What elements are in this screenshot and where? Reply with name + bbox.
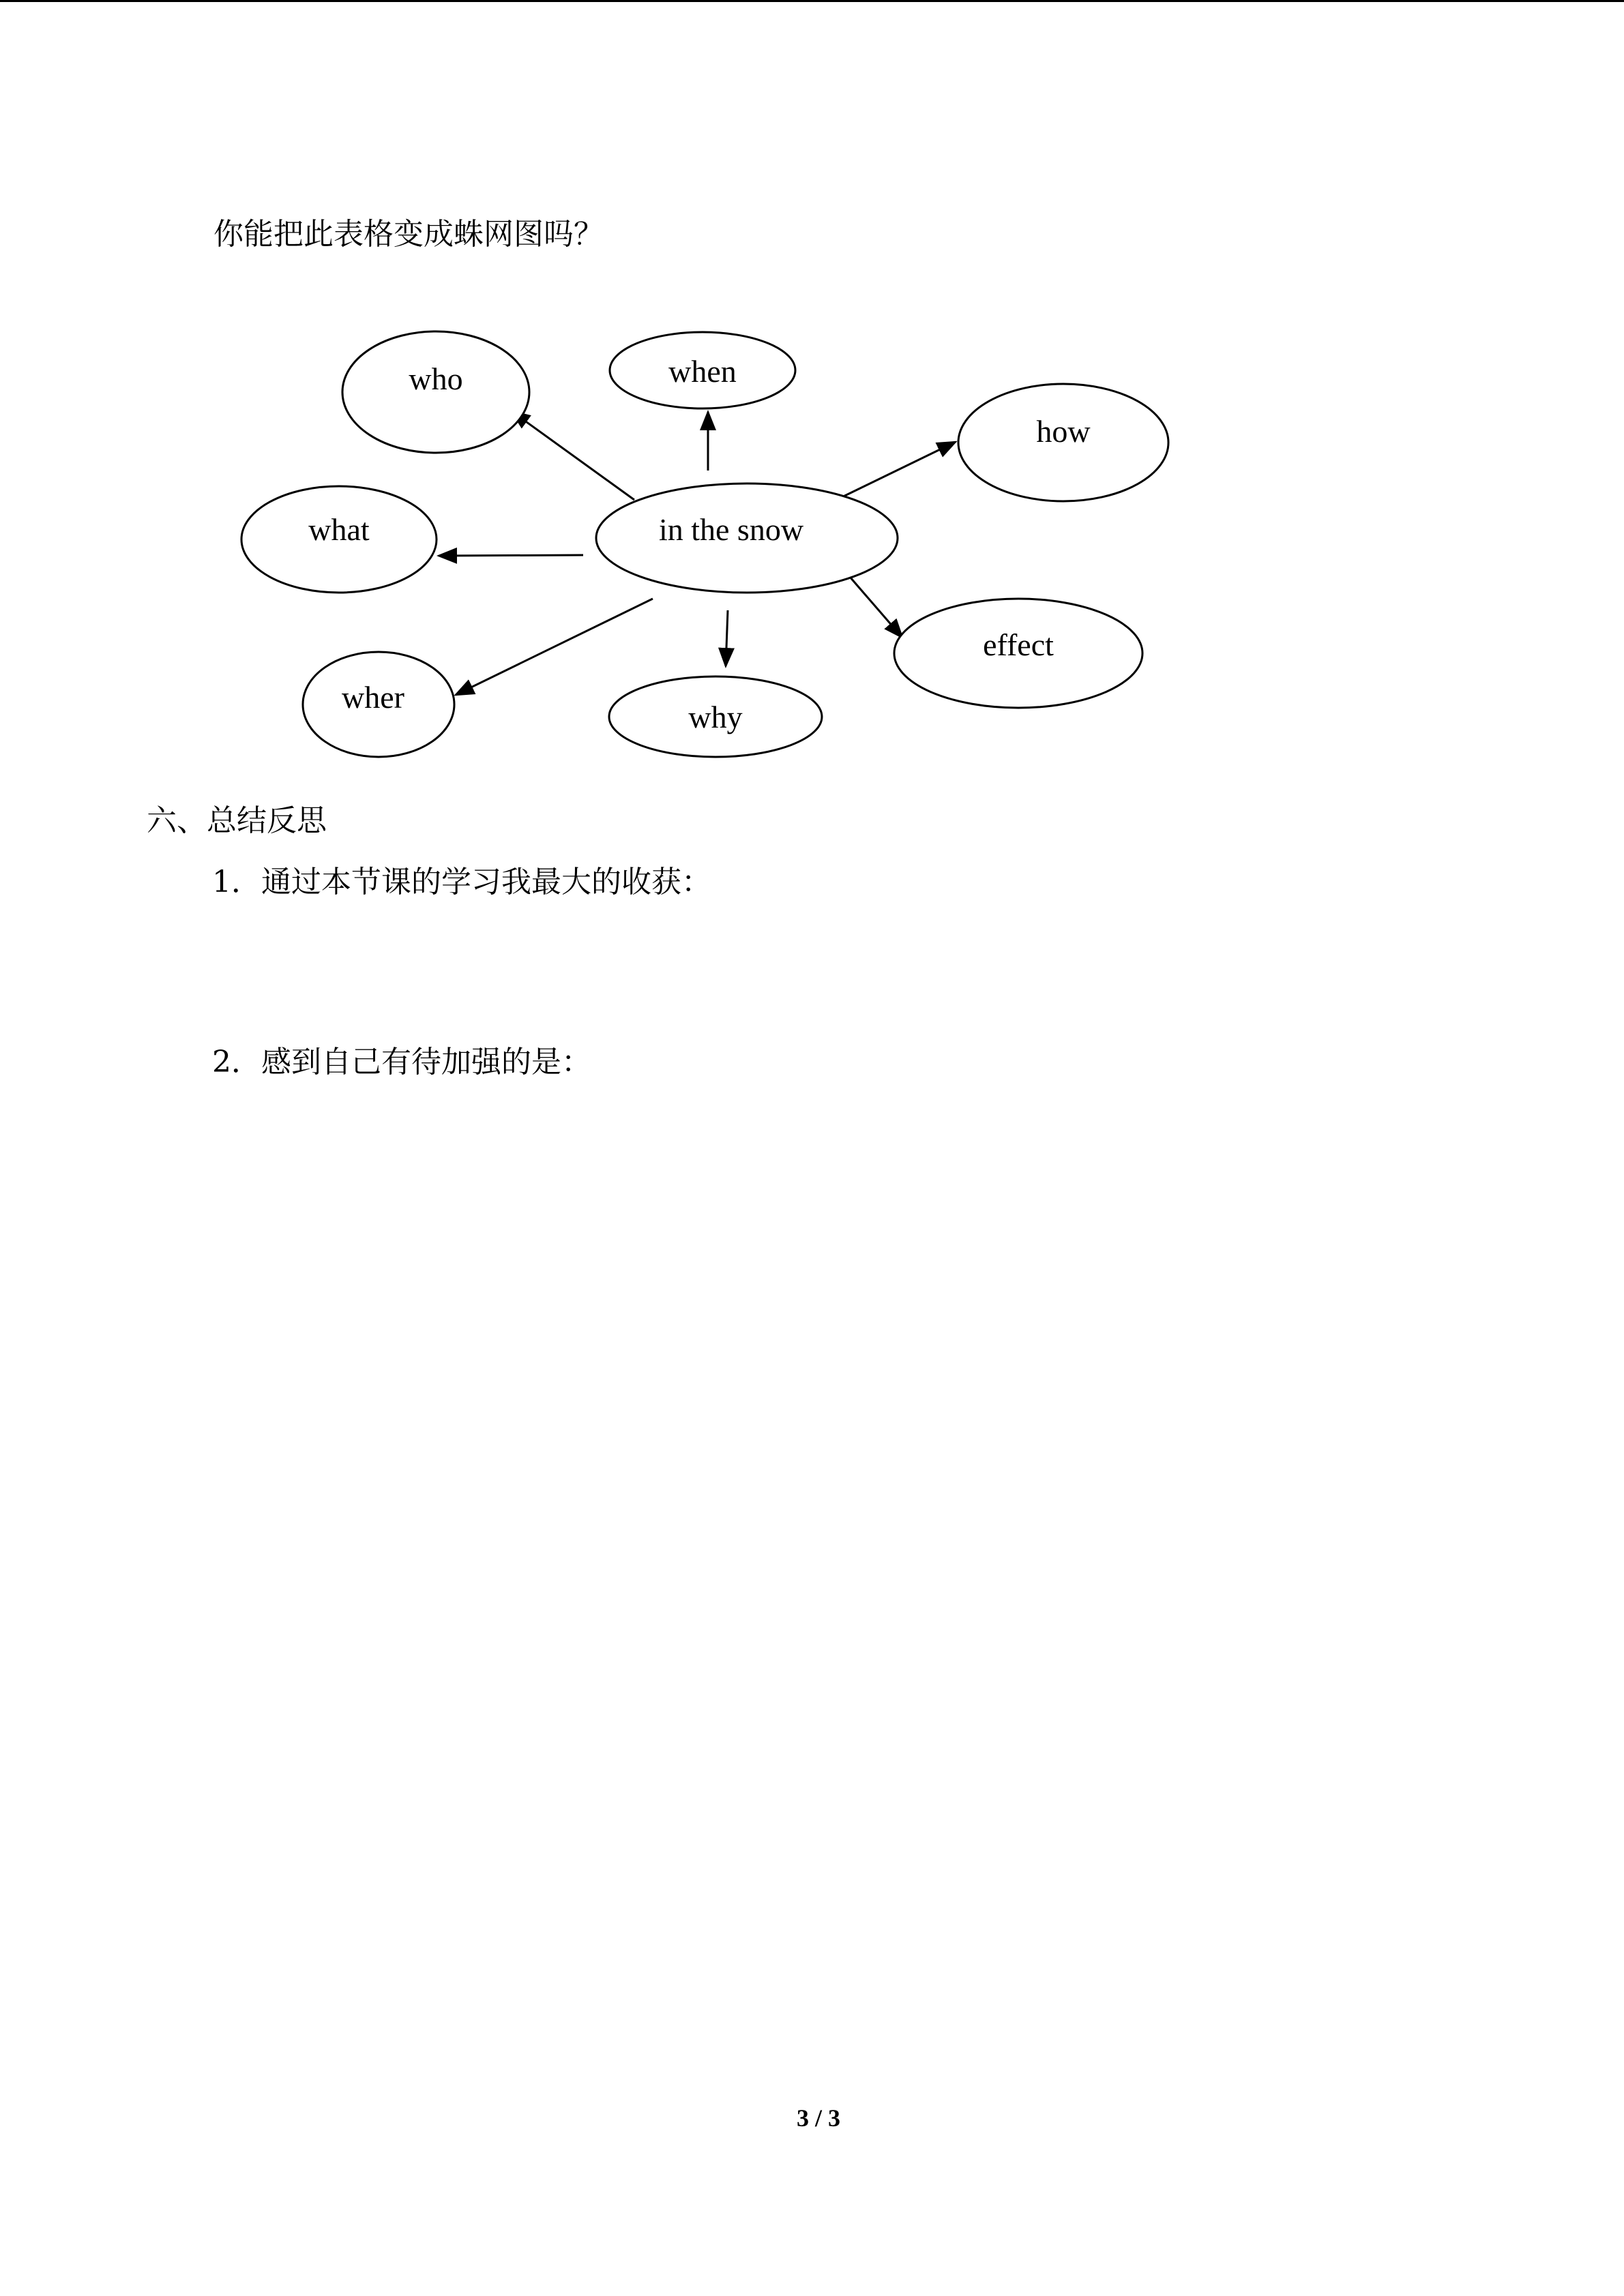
page-number: 3 / 3: [796, 2104, 840, 2132]
node-how-label: how: [1036, 414, 1091, 449]
node-who-label: who: [409, 361, 463, 396]
diagram-prompt: 你能把此表格变成蛛网图吗？: [213, 217, 604, 252]
section-title-summary: 六、总结反思: [147, 803, 327, 838]
node-effect-label: effect: [983, 627, 1054, 662]
node-when-label: when: [668, 354, 737, 389]
arrow-to-effect: [850, 577, 902, 638]
node-why-label: why: [688, 700, 743, 734]
node-what-label: what: [308, 512, 370, 547]
node-wher-label: wher: [342, 680, 404, 715]
summary-item-gains: 1．通过本节课的学习我最大的收获：: [212, 865, 711, 899]
summary-item-improve: 2．感到自己有待加强的是：: [212, 1045, 591, 1079]
arrow-to-why: [726, 610, 728, 666]
arrow-to-what: [439, 555, 583, 556]
arrow-to-who: [512, 411, 634, 500]
spider-diagram: [0, 0, 1624, 771]
arrow-to-wher: [456, 599, 653, 695]
node-center-label: in the snow: [658, 512, 804, 547]
arrow-to-how: [833, 442, 956, 501]
